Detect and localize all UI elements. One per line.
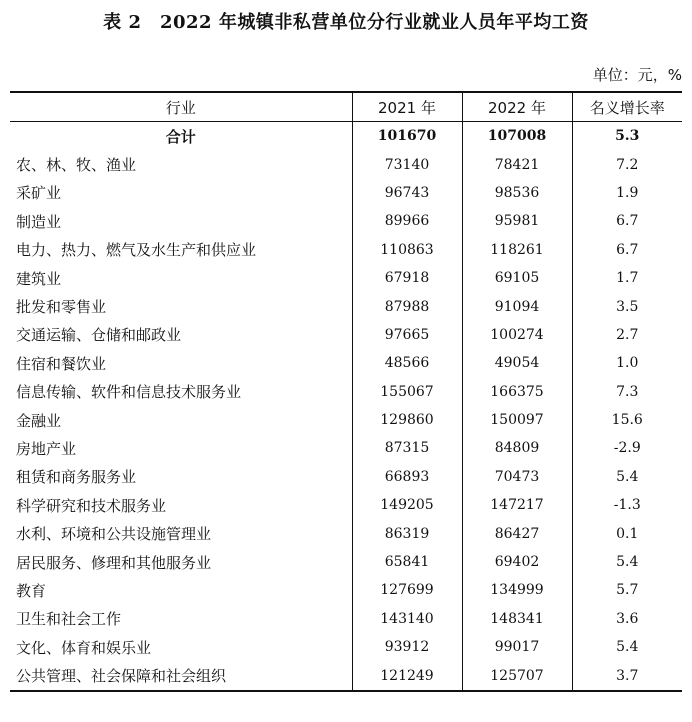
header-industry: 行业 xyxy=(10,92,352,122)
wage-2021-cell: 65841 xyxy=(352,548,462,576)
industry-cell: 卫生和社会工作 xyxy=(10,605,352,633)
industry-cell: 金融业 xyxy=(10,406,352,434)
industry-cell: 文化、体育和娱乐业 xyxy=(10,633,352,661)
table-row xyxy=(10,236,682,264)
industry-cell: 水利、环境和公共设施管理业 xyxy=(10,519,352,547)
industry-cell: 教育 xyxy=(10,576,352,604)
wage-2022-cell: 99017 xyxy=(462,633,572,661)
wage-2021-cell: 86319 xyxy=(352,519,462,547)
header-growth: 名义增长率 xyxy=(572,92,682,122)
growth-rate-cell: 3.6 xyxy=(616,610,639,627)
industry-cell: 租赁和商务服务业 xyxy=(10,463,352,491)
table-row xyxy=(10,576,682,604)
table-row xyxy=(10,519,682,547)
industry-cell: 合计 xyxy=(10,122,352,151)
wage-2022-cell: 84809 xyxy=(462,434,572,462)
industry-cell: 建筑业 xyxy=(10,264,352,292)
table-row xyxy=(10,264,682,292)
growth-rate-cell: -2.9 xyxy=(613,440,641,457)
industry-cell: 交通运输、仓储和邮政业 xyxy=(10,321,352,349)
growth-rate-cell: -1.3 xyxy=(613,497,641,514)
wage-2021-cell: 67918 xyxy=(352,264,462,292)
growth-rate-cell: 1.0 xyxy=(616,355,639,372)
wage-2022-cell: 78421 xyxy=(462,150,572,178)
wage-2021-cell: 89966 xyxy=(352,207,462,235)
table-row xyxy=(10,605,682,633)
wage-2021-cell: 110863 xyxy=(352,236,462,264)
growth-rate-cell: 15.6 xyxy=(611,412,643,429)
total-row xyxy=(10,122,682,151)
wage-2021-cell: 101670 xyxy=(352,122,462,151)
wage-2022-cell: 134999 xyxy=(462,576,572,604)
wage-2021-cell: 155067 xyxy=(352,378,462,406)
growth-rate-cell: 3.7 xyxy=(572,661,682,690)
wage-2022-cell: 69402 xyxy=(462,548,572,576)
industry-cell: 房地产业 xyxy=(10,434,352,462)
wage-2022-cell: 150097 xyxy=(462,406,572,434)
unit-note: 单位：元，% xyxy=(592,66,682,84)
wage-2022-cell: 125707 xyxy=(462,661,572,690)
table-row xyxy=(10,179,682,207)
growth-rate-cell: 7.2 xyxy=(616,156,639,173)
header-2022: 2022 年 xyxy=(462,92,572,122)
growth-rate-cell: 1.9 xyxy=(616,184,639,201)
wage-2022-cell: 118261 xyxy=(462,236,572,264)
wage-2021-cell: 149205 xyxy=(352,491,462,519)
wage-2022-cell: 147217 xyxy=(462,491,572,519)
table-row xyxy=(10,661,682,690)
table-row xyxy=(10,406,682,434)
industry-cell: 电力、热力、燃气及水生产和供应业 xyxy=(10,236,352,264)
table-row xyxy=(10,321,682,349)
wage-2022-cell: 98536 xyxy=(462,179,572,207)
table-row xyxy=(10,548,682,576)
growth-rate-cell: 5.7 xyxy=(616,582,639,599)
industry-cell: 农、林、牧、渔业 xyxy=(10,150,352,178)
wage-2022-cell: 70473 xyxy=(462,463,572,491)
table-row xyxy=(10,378,682,406)
industry-cell: 科学研究和技术服务业 xyxy=(10,491,352,519)
wage-2021-cell: 127699 xyxy=(352,576,462,604)
wage-2022-cell: 49054 xyxy=(462,349,572,377)
growth-rate-cell: 3.5 xyxy=(616,298,639,315)
wage-2022-cell: 148341 xyxy=(462,605,572,633)
table-row xyxy=(10,463,682,491)
growth-rate-cell: 1.7 xyxy=(616,270,639,287)
table-row xyxy=(10,349,682,377)
growth-rate-cell: 5.3 xyxy=(615,128,640,145)
industry-cell: 信息传输、软件和信息技术服务业 xyxy=(10,378,352,406)
growth-rate-cell: 6.7 xyxy=(616,213,639,230)
table-body xyxy=(10,122,682,691)
header-2021: 2021 年 xyxy=(352,92,462,122)
wage-2022-cell: 69105 xyxy=(462,264,572,292)
wage-2022-cell: 166375 xyxy=(462,378,572,406)
table-row xyxy=(10,434,682,462)
wage-2021-cell: 96743 xyxy=(352,179,462,207)
table-row xyxy=(10,150,682,178)
wage-2021-cell: 73140 xyxy=(352,150,462,178)
table-row xyxy=(10,491,682,519)
table-title: 表 2 2022 年城镇非私营单位分行业就业人员年平均工资 xyxy=(103,12,589,33)
wage-2021-cell: 143140 xyxy=(352,605,462,633)
industry-cell: 住宿和餐饮业 xyxy=(10,349,352,377)
table-row xyxy=(10,207,682,235)
wage-2022-cell: 91094 xyxy=(462,292,572,320)
table-row xyxy=(10,292,682,320)
wage-2022-cell: 95981 xyxy=(462,207,572,235)
wage-2021-cell: 48566 xyxy=(352,349,462,377)
industry-cell: 采矿业 xyxy=(10,179,352,207)
wage-2021-cell: 97665 xyxy=(352,321,462,349)
growth-rate-cell: 5.4 xyxy=(616,468,639,485)
table-row xyxy=(10,633,682,661)
wage-2021-cell: 87315 xyxy=(352,434,462,462)
growth-rate-cell: 5.4 xyxy=(616,639,639,656)
wage-2021-cell: 87988 xyxy=(352,292,462,320)
wage-2021-cell: 121249 xyxy=(352,661,462,690)
wage-2021-cell: 129860 xyxy=(352,406,462,434)
growth-rate-cell: 6.7 xyxy=(616,241,639,258)
industry-cell: 制造业 xyxy=(10,207,352,235)
industry-cell: 公共管理、社会保障和社会组织 xyxy=(10,661,352,690)
wage-2022-cell: 100274 xyxy=(462,321,572,349)
growth-rate-cell: 5.4 xyxy=(616,554,639,571)
industry-cell: 居民服务、修理和其他服务业 xyxy=(10,548,352,576)
wage-2022-cell: 107008 xyxy=(462,122,572,151)
wage-2022-cell: 86427 xyxy=(462,519,572,547)
growth-rate-cell: 2.7 xyxy=(616,326,639,343)
wage-2021-cell: 93912 xyxy=(352,633,462,661)
growth-rate-cell: 0.1 xyxy=(616,525,639,542)
header-row xyxy=(10,92,682,122)
wage-table xyxy=(10,91,682,692)
industry-cell: 批发和零售业 xyxy=(10,292,352,320)
wage-2021-cell: 66893 xyxy=(352,463,462,491)
growth-rate-cell: 7.3 xyxy=(616,383,639,400)
